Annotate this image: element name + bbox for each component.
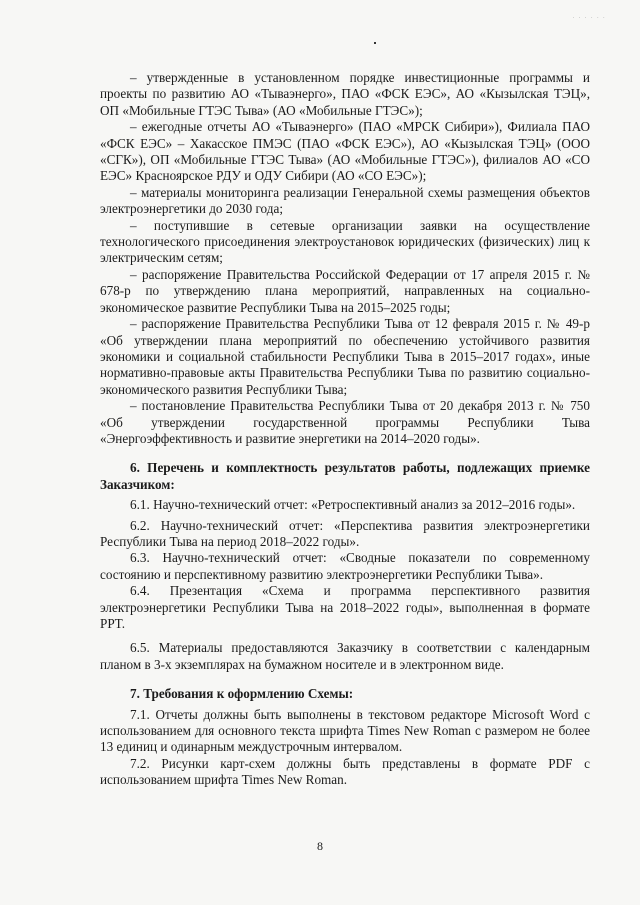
list-item: – материалы мониторинга реализации Генеральной схемы размещения объектов электроэнергетики до 2030 года; (100, 184, 590, 217)
section-6-item: 6.2. Научно-технический отчет: «Перспектива развития электроэнергетики Республики Тыва на период 2018–2022 годы». (100, 517, 590, 549)
document-body (100, 70, 590, 789)
list-item: – распоряжение Правительства Республики Тыва от 12 февраля 2015 г. № 49-р «Об утверждении плана мероприятий по обеспечению устойчивого развития экономики и социальной стабильности Республики Тыва в 2015–2017 годах», иные нормативно-правовые акты Правительства Республики Тыва по развитию социально-экономического развития Республики Тыва; (100, 316, 590, 397)
section-6-item: 6.5. Материалы предоставляются Заказчику в соответствии с календарным планом в 3-х экземплярах на бумажном носителе и в электронном виде. (100, 640, 590, 672)
section-7-heading: 7. Требования к оформлению Схемы: (130, 686, 354, 702)
list-item: – распоряжение Правительства Российской Федерации от 17 апреля 2015 г. № 678-р по утверждению плана мероприятий, направленных на социально-экономическое развитие Республики Тыва на 2015–2025 годы; (100, 266, 590, 315)
section-6-item: 6.3. Научно-технический отчет: «Сводные показатели по современному состоянию и перспективному развитию электроэнергетики Республики Тыва». (100, 550, 590, 582)
section-7-item: 7.1. Отчеты должны быть выполнены в текстовом редакторе Microsoft Word с использованием для основного текста шрифта Times New Roman с размером не более 13 единиц и одинарным междустрочным интервалом. (100, 706, 590, 755)
list-item: – ежегодные отчеты АО «Тываэнерго» (ПАО «МРСК Сибири»), Филиала ПАО «ФСК ЕЭС» – Хакасское ПМЭС (ПАО «ФСК ЕЭС»), АО «Кызылская ТЭЦ» (ООО «СГК»), ОП «Мобильные ГТЭС Тыва» (АО «Мобильные ГТЭС»), филиалов АО «СО ЕЭС» Красноярское РДУ и ОДУ Сибири (АО «СО ЕЭС»); (100, 119, 590, 184)
speck (374, 42, 376, 44)
section-6-item: 6.4. Презентация «Схема и программа перспективного развития электроэнергетики Республики Тыва на 2018–2022 годы», выполненная в формате PPT. (100, 583, 590, 631)
list-item: – утвержденные в установленном порядке инвестиционные программы и проекты по развитию АО «Тываэнерго», ПАО «ФСК ЕЭС», АО «Кызылская ТЭЦ», ОП «Мобильные ГТЭС Тыва» (АО «Мобильные ГТЭС»); (100, 70, 590, 118)
section-6-heading: 6. Перечень и комплектность результатов работы, подлежащих приемке Заказчиком: (100, 460, 590, 492)
header-mark: · · · · · · (572, 14, 606, 22)
list-item: – постановление Правительства Республики Тыва от 20 декабря 2013 г. № 750 «Об утверждении государственной программы Республики Тыва «Энергоэффективность и развитие энергетики на 2014–2020 годы». (100, 398, 590, 446)
section-7-item: 7.2. Рисунки карт-схем должны быть представлены в формате PDF с использованием шрифта Times New Roman. (100, 755, 590, 788)
page-number: 8 (317, 839, 323, 853)
section-6-item: 6.1. Научно-технический отчет: «Ретроспективный анализ за 2012–2016 годы». (130, 497, 576, 513)
list-item: – поступившие в сетевые организации заявки на осуществление технологического присоединения электроустановок юридических (физических) лиц к электрическим сетям; (100, 217, 590, 266)
